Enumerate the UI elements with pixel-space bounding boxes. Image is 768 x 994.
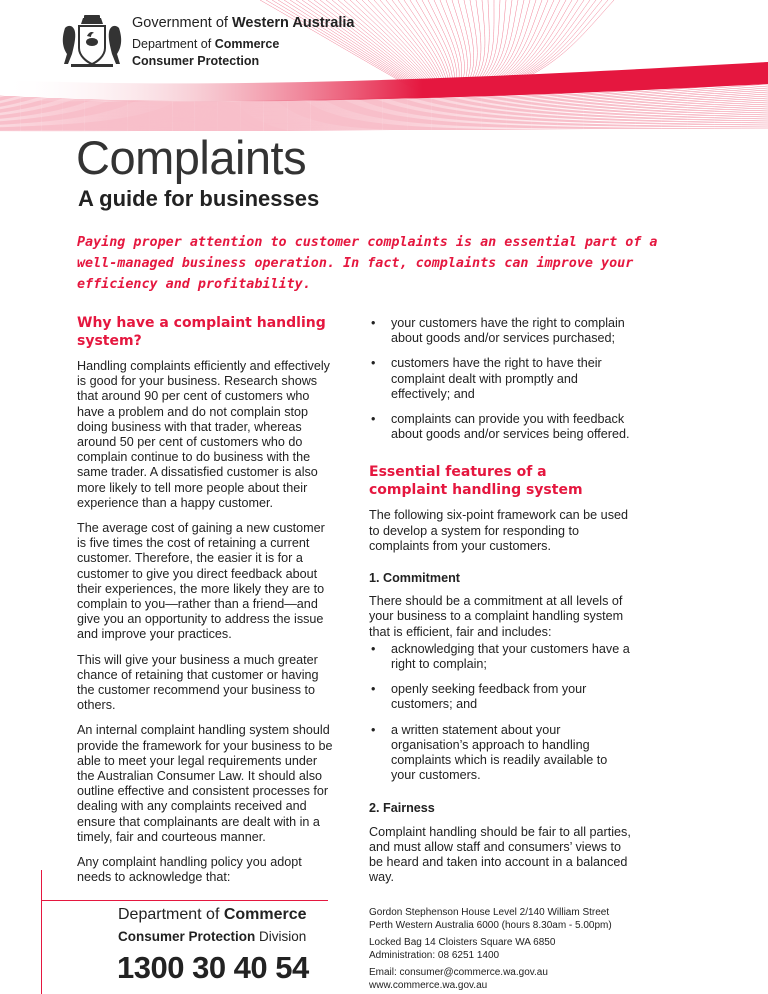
email-link[interactable]: Email: consumer@commerce.wa.gov.au: [369, 967, 548, 978]
footer-division: Consumer Protection Division: [118, 929, 307, 944]
footer-divider-vertical: [41, 870, 42, 994]
paragraph: Any complaint handling policy you adopt needs to acknowledge that:: [77, 855, 302, 885]
paragraph: Handling complaints efficiently and effectively is good for your business. Research shows that around 90 per cent of customers who have a problem and do not complain stop doing business with that trader, whereas around 50 per cent of customers who do complain continue to do business with the same trader. A dissatisfied customer is also more likely to tell more people about their experience than a happy customer.: [77, 359, 330, 510]
website-link[interactable]: www.commerce.wa.gov.au: [369, 979, 488, 991]
swoosh-line: [308, 0, 430, 92]
address-line: Perth Western Australia 6000 (hours 8.30am - 5.00pm): [369, 919, 612, 931]
acknowledge-list: [369, 316, 631, 442]
division-name: Consumer Protection: [132, 54, 260, 68]
swoosh-line: [296, 0, 427, 92]
commitment-heading: 1. Commitment: [369, 571, 460, 586]
page-title: Complaints: [76, 131, 307, 184]
list-item: • a written statement about your organisation’s approach to handling complaints which is readily available to your customers.: [369, 723, 631, 784]
paragraph: This will give your business a much greater chance of retaining that customer or having the customer recommend your business to others.: [77, 652, 319, 713]
footer-contact: [369, 907, 612, 992]
paragraph: There should be a commitment at all levels of your business to a complaint handling system that is efficient, fair and includes:: [369, 594, 624, 639]
department-name: Department of Commerce: [132, 37, 280, 51]
postal-address: Locked Bag 14 Cloisters Square WA 6850: [369, 937, 556, 948]
list-item: • complaints can provide you with feedback about goods and/or services being offered.: [369, 412, 631, 442]
left-column: [77, 314, 333, 896]
swoosh-line: [302, 0, 428, 92]
page-subtitle: A guide for businesses: [78, 186, 320, 211]
paragraph: Complaint handling should be fair to all parties, and must allow staff and consumers’ views to be heard and taken into account in a balanced way.: [369, 824, 631, 885]
paragraph: An internal complaint handling system should provide the framework for your business to be able to meet your legal requirements under the Australian Consumer Law. It should also outline effective and consistent processes for dealing with any complaints received and ensure that complainants are dealt with in a timely, fair and courteous manner.: [77, 723, 333, 844]
list-item: • openly seeking feedback from your customers; and: [369, 682, 631, 712]
why-heading: Why have a complaint handling system?: [77, 315, 326, 349]
swoosh-line: [362, 0, 440, 92]
fairness-heading: 2. Fairness: [369, 801, 435, 816]
swoosh-line: [278, 0, 424, 92]
swoosh-line: [272, 0, 422, 92]
paragraph: The average cost of gaining a new customer is five times the cost of retaining a current customer. Therefore, the easier it is for a customer to give you direct feedback about their experiences, the more likely they are to complain to you—rather than a friend—and give you an opportunity to address the issue and improve your practices.: [77, 521, 325, 642]
right-column: [369, 316, 631, 895]
intro-statement: Paying proper attention to customer complaints is an essential part of a well-managed business operation. In fact, complaints can improve your efficiency and profitability.: [77, 235, 658, 292]
swoosh-line: [290, 0, 426, 92]
swoosh-line: [380, 0, 444, 92]
footer-department: Department of Commerce: [118, 906, 307, 923]
footer-divider: [41, 900, 328, 901]
commitment-list: [369, 642, 631, 784]
essential-features-heading: Essential features of a complaint handling system: [369, 464, 583, 499]
admin-phone: Administration: 08 6251 1400: [369, 949, 500, 961]
address-line: Gordon Stephenson House Level 2/140 William Street: [369, 907, 610, 918]
wa-crest-logo: [57, 14, 127, 68]
list-item: • customers have the right to have their complaint dealt with promptly and effectively; and: [369, 356, 631, 402]
list-item: • acknowledging that your customers have a right to complain;: [369, 642, 631, 672]
swoosh-line: [260, 0, 420, 92]
footer-phone: 1300 30 40 54: [117, 950, 309, 985]
list-item: • your customers have the right to complain about goods and/or services purchased;: [369, 316, 631, 346]
government-name: Government of Western Australia: [132, 15, 355, 31]
paragraph: The following six-point framework can be used to develop a system for responding to complaints from your customers.: [369, 508, 628, 553]
